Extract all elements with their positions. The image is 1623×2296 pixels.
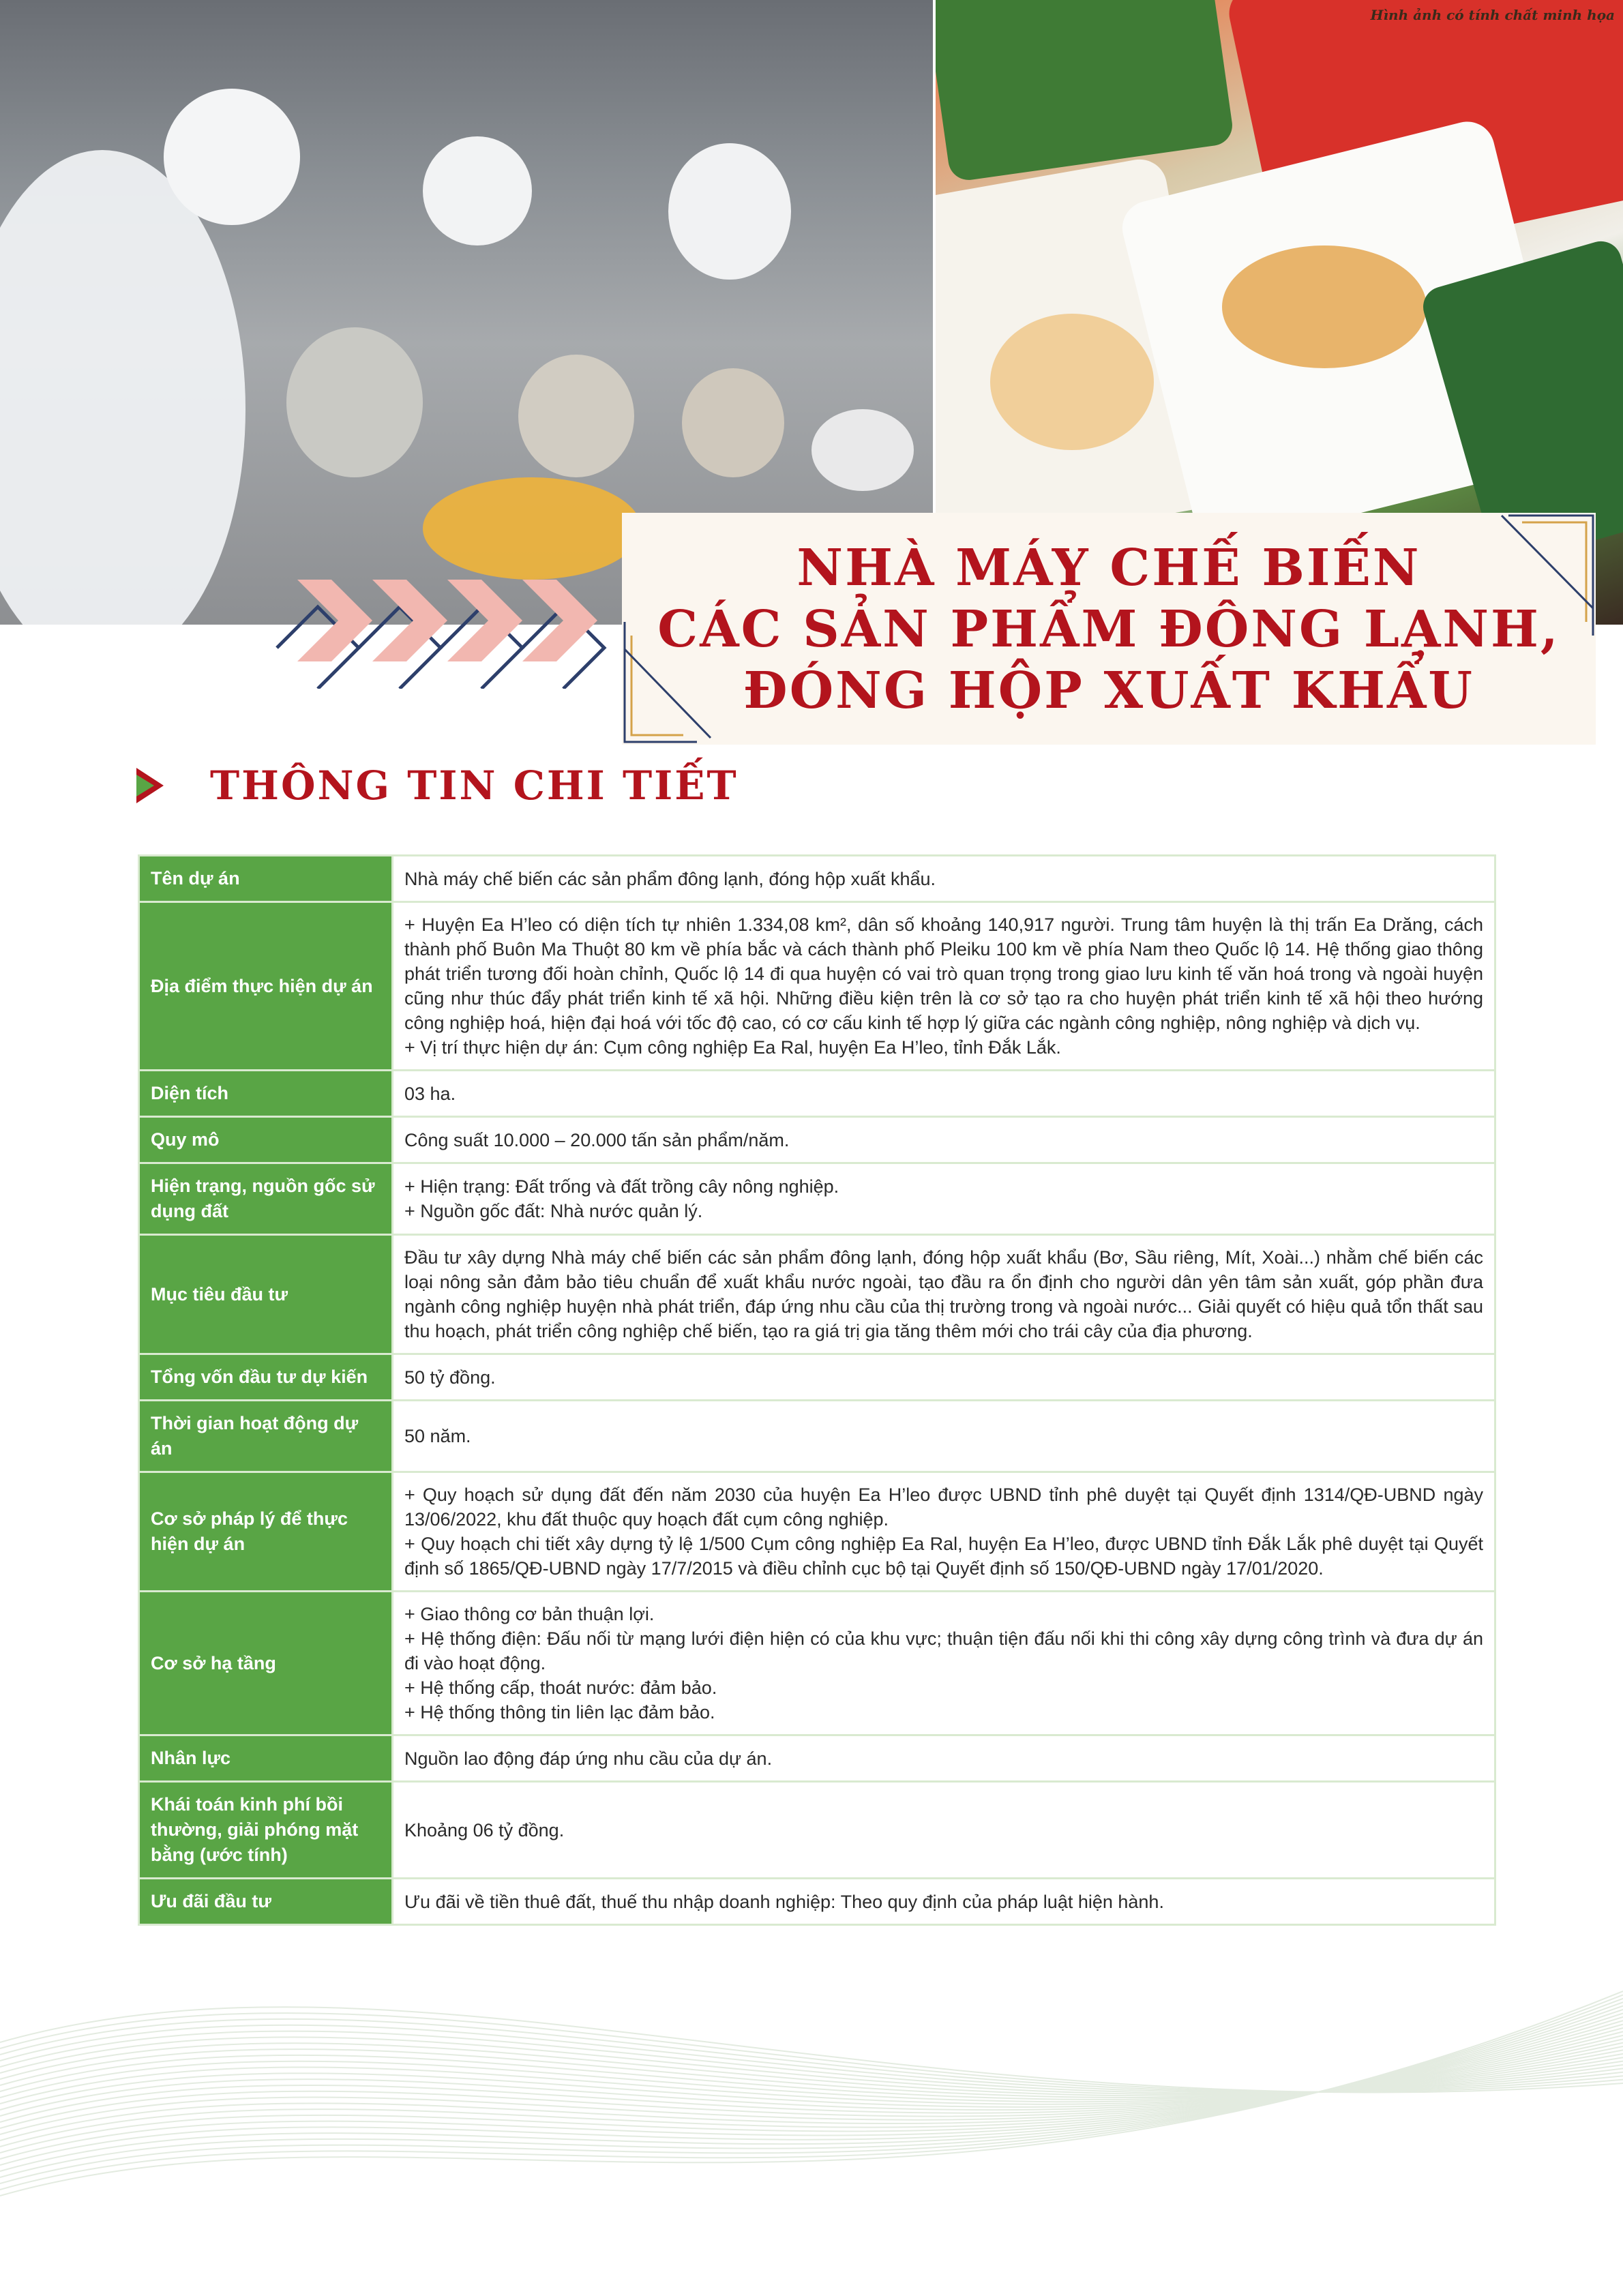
row-label: Khái toán kinh phí bồi thường, giải phóng mặt bằng (ước tính): [139, 1782, 393, 1879]
row-value-line: Nguồn lao động đáp ứng nhu cầu của dự án.: [404, 1748, 773, 1769]
row-label: Quy mô: [139, 1117, 393, 1163]
row-value-line: + Huyện Ea H’leo có diện tích tự nhiên 1.334,08 km², dân số khoảng 140,917 người. Trung tâm huyện là thị trấn Ea Drăng, cách thành phố Buôn Ma Thuột 80 km về phía bắc và cách thành phố Pleiku 100 km về phía Nam theo Quốc lộ 14. Hệ thống giao thông phát triển tương đối hoàn chỉnh, Quốc lộ 14 đi qua huyện có vai trò quan trọng trong giao lưu kinh tế văn hoá trong và ngoài huyện cũng như thúc đẩy phát triển kinh tế xã hội. Những điều kiện trên là cơ sở tạo ra cho huyện phát triển kinh tế xã hội theo hướng công nghiệp hoá, hiện đại hoá với tốc độ cao, có cơ cấu kinh tế hợp lý giữa các ngành công nghiệp, nông nghiệp và dịch vụ.: [404, 914, 1483, 1033]
chevron-arrows-icon: [270, 552, 625, 689]
row-value-line: + Hệ thống cấp, thoát nước: đảm bảo.: [404, 1678, 717, 1698]
row-label: Địa điểm thực hiện dự án: [139, 902, 393, 1071]
row-value-line: + Quy hoạch sử dụng đất đến năm 2030 của huyện Ea H’leo được UBND tỉnh phê duyệt tại Quyết định 1314/QĐ-UBND ngày 13/06/2022, khu đất thuộc quy hoạch đất cụm công nghiệp.: [404, 1485, 1483, 1530]
row-value-line: + Vị trí thực hiện dự án: Cụm công nghiệp Ea Ral, huyện Ea H’leo, tỉnh Đắk Lắk.: [404, 1037, 1061, 1058]
table-row: [139, 1354, 1495, 1401]
table-row: [139, 1117, 1495, 1163]
triangle-arrow-icon: [134, 765, 166, 806]
table-row: [139, 1592, 1495, 1735]
row-value-line: 03 ha.: [404, 1083, 456, 1104]
row-value: [393, 1592, 1495, 1735]
row-value-line: Ưu đãi về tiền thuê đất, thuế thu nhập doanh nghiệp: Theo quy định của pháp luật hiện hành.: [404, 1891, 1164, 1912]
row-label: Cơ sở hạ tầng: [139, 1592, 393, 1735]
row-value-line: 50 năm.: [404, 1426, 471, 1446]
title-line-3: ĐÓNG HỘP XUẤT KHẨU: [743, 661, 1474, 720]
row-value: [393, 1735, 1495, 1782]
title-line-2: CÁC SẢN PHẨM ĐÔNG LẠNH,: [657, 600, 1560, 659]
row-label: Nhân lực: [139, 1735, 393, 1782]
row-value: [393, 1117, 1495, 1163]
table-row: [139, 1782, 1495, 1879]
row-label: Thời gian hoạt động dự án: [139, 1401, 393, 1472]
row-value: [393, 1782, 1495, 1879]
row-value: [393, 1354, 1495, 1401]
row-label: Tổng vốn đầu tư dự kiến: [139, 1354, 393, 1401]
section-title: THÔNG TIN CHI TIẾT: [210, 762, 739, 809]
row-label: Diện tích: [139, 1071, 393, 1117]
table-row: [139, 1401, 1495, 1472]
row-value-line: + Hệ thống thông tin liên lạc đảm bảo.: [404, 1702, 715, 1723]
row-value-line: Công suất 10.000 – 20.000 tấn sản phẩm/năm.: [404, 1129, 790, 1150]
row-value: [393, 1235, 1495, 1354]
table-row: [139, 1071, 1495, 1117]
row-label: Cơ sở pháp lý để thực hiện dự án: [139, 1472, 393, 1592]
row-value-line: + Hiện trạng: Đất trống và đất trồng cây nông nghiệp.: [404, 1176, 839, 1197]
table-row: [139, 1235, 1495, 1354]
table-row: [139, 1163, 1495, 1235]
row-value-line: + Quy hoạch chi tiết xây dựng tỷ lệ 1/500 Cụm công nghiệp Ea Ral, huyện Ea H’leo, được UBND tỉnh Đắk Lắk phê duyệt tại Quyết định số 1865/QĐ-UBND ngày 17/7/2015 và điều chỉnh cục bộ tại Quyết định số 150/QĐ-UBND ngày 17/01/2020.: [404, 1534, 1483, 1579]
row-value-line: Đầu tư xây dựng Nhà máy chế biến các sản phẩm đông lạnh, đóng hộp xuất khẩu (Bơ, Sầu riêng, Mít, Xoài...) nhằm chế biến các loại nông sản đảm bảo tiêu chuẩn để xuất khẩu nước ngoài, tạo đầu ra ổn định cho người dân yên tâm sản xuất, góp phần đưa ngành công nghiệp huyện nhà phát triển, đáp ứng nhu cầu của thị trường trong và ngoài nước... Giải quyết có hiệu quả tổn thất sau thu hoạch, phát triển công nghiệp chế biến, tạo ra giá trị gia tăng thêm mới cho trái cây của địa phương.: [404, 1247, 1483, 1341]
row-value: [393, 1071, 1495, 1117]
title-line-1: NHÀ MÁY CHẾ BIẾN: [796, 539, 1421, 597]
table-row: [139, 1472, 1495, 1592]
row-value: [393, 856, 1495, 902]
project-info-table: [138, 854, 1496, 1926]
row-value-line: + Nguồn gốc đất: Nhà nước quản lý.: [404, 1201, 703, 1221]
title-banner: [622, 513, 1596, 745]
wave-lines-decoration: [0, 1909, 1623, 2296]
row-value-line: + Hệ thống điện: Đấu nối từ mạng lưới điện hiện có của khu vực; thuận tiện đấu nối khi thi công xây dựng công trình và đưa dự án đi vào hoạt động.: [404, 1628, 1483, 1673]
row-value: [393, 1163, 1495, 1235]
row-value-line: Khoảng 06 tỷ đồng.: [404, 1819, 565, 1840]
row-value: [393, 902, 1495, 1071]
table-row: [139, 856, 1495, 902]
row-value: [393, 1401, 1495, 1472]
image-caption: Hình ảnh có tính chất minh họa: [1370, 7, 1615, 23]
row-label: Hiện trạng, nguồn gốc sử dụng đất: [139, 1163, 393, 1235]
table-row: [139, 1735, 1495, 1782]
row-label: Tên dự án: [139, 856, 393, 902]
row-value-line: Nhà máy chế biến các sản phẩm đông lạnh, đóng hộp xuất khẩu.: [404, 868, 936, 889]
row-value-line: 50 tỷ đồng.: [404, 1367, 496, 1388]
row-value-line: + Giao thông cơ bản thuận lợi.: [404, 1604, 655, 1624]
row-label: Ưu đãi đầu tư: [139, 1879, 393, 1925]
row-label: Mục tiêu đầu tư: [139, 1235, 393, 1354]
table-row: [139, 902, 1495, 1071]
row-value: [393, 1472, 1495, 1592]
